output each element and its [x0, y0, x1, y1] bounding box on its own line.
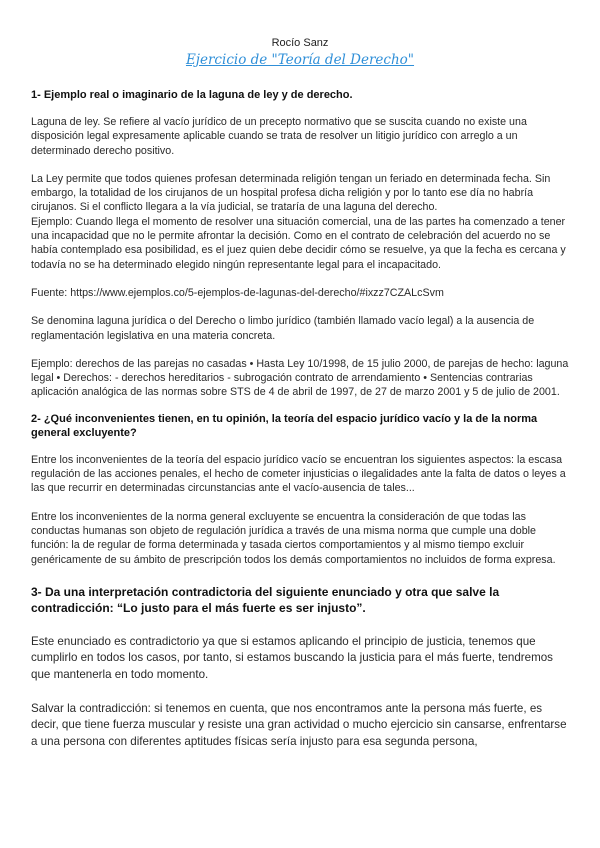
q1-source: Fuente: https://www.ejemplos.co/5-ejemplos-de-lagunas-del-derecho/#ixzz7CZALcSvm	[31, 286, 444, 299]
q1-paragraph-2: La Ley permite que todos quienes profesan determinada religión tengan un feriado en determinada fecha. Sin embargo, la totalidad de los cirujanos de un hospital profesa dicha religión y por lo tanto ese día no habría cirujanos. Si el conflicto llegara a la vía judicial, se trataría de una laguna del derecho.	[31, 172, 551, 214]
q1-paragraph-3: Ejemplo: Cuando llega el momento de resolver una situación comercial, una de las partes ha comenzado a tener una incapacidad que no le permite afrontar la decisión. Como en el contrato de celebración del acuerdo no se había contemplado esa posibilidad, es el juez quien debe decidir cómo se resuelve, ya que la fecha es cercana y todavía no se ha determinado elegido ningún representante legal para el incapacitado.	[31, 215, 566, 271]
author-name: Rocío Sanz	[271, 37, 329, 49]
document-title: Ejercicio de "Teoría del Derecho"	[185, 52, 415, 68]
question-1-heading: 1- Ejemplo real o imaginario de la laguna de ley y de derecho.	[31, 89, 353, 101]
q3-paragraph-2: Salvar la contradicción: si tenemos en cuenta, que nos encontramos ante la persona más fuerte, es decir, que tiene fuerza muscular y resiste una gran actividad o mucho ejercicio sin cansarse, enfrentarse a una persona con diferentes aptitudes físicas sería injusto para esa segunda persona,	[31, 701, 567, 748]
q1-paragraph-4: Se denomina laguna jurídica o del Derecho o limbo jurídico (también llamado vacío legal) a la ausencia de reglamentación legislativa en una materia concreta.	[31, 315, 535, 342]
question-2-heading: 2- ¿Qué inconvenientes tienen, en tu opinión, la teoría del espacio jurídico vacío y la de la norma general excluyente?	[31, 412, 538, 439]
q3-paragraph-1: Este enunciado es contradictorio ya que si estamos aplicando el principio de justicia, tenemos que cumplirlo en todos los casos, por tanto, si estamos buscando la justicia para el más fuerte, tendremos que mantenerla en todo momento.	[31, 634, 553, 682]
q1-paragraph-5: Ejemplo: derechos de las parejas no casadas • Hasta Ley 10/1998, de 15 julio 2000, de parejas de hecho: laguna legal • Derechos: - derechos hereditarios - subrogación contrato de arrendamiento • Sentencias contrarias aplicación analógica de las normas sobre STS de 4 de abril de 1997, de 27 de marzo 2001 y 5 de julio de 2001.	[31, 357, 569, 399]
q2-paragraph-1: Entre los inconvenientes de la teoría del espacio jurídico vacío se encuentran los siguientes aspectos: la escasa regulación de las acciones penales, el hecho de cometer injusticias o ilegalidades ante la falta de datos o leyes a las que recurrir en determinadas circunstancias ante el vacío-ausencia de tales...	[31, 453, 566, 495]
question-3-heading: 3- Da una interpretación contradictoria del siguiente enunciado y otra que salve la contradicción: “Lo justo para el más fuerte es ser injusto”.	[31, 584, 500, 615]
q1-paragraph-1: Laguna de ley. Se refiere al vacío jurídico de un precepto normativo que se suscita cuando no existe una disposición legal expresamente aplicable cuando se trata de resolver un litigio jurídico con arreglo a un determinado derecho positivo.	[31, 116, 527, 157]
q2-paragraph-2: Entre los inconvenientes de la norma general excluyente se encuentra la consideración de que todas las conductas humanas son objeto de regulación jurídica a través de una misma norma que cumple una doble función: la de regular de forma determinada y tasada ciertos comportamientos y al mismo tiempo excluir genéricamente de su ámbito de prescripción todos los demás comportamientos no incluidos de forma expresa.	[31, 510, 556, 566]
